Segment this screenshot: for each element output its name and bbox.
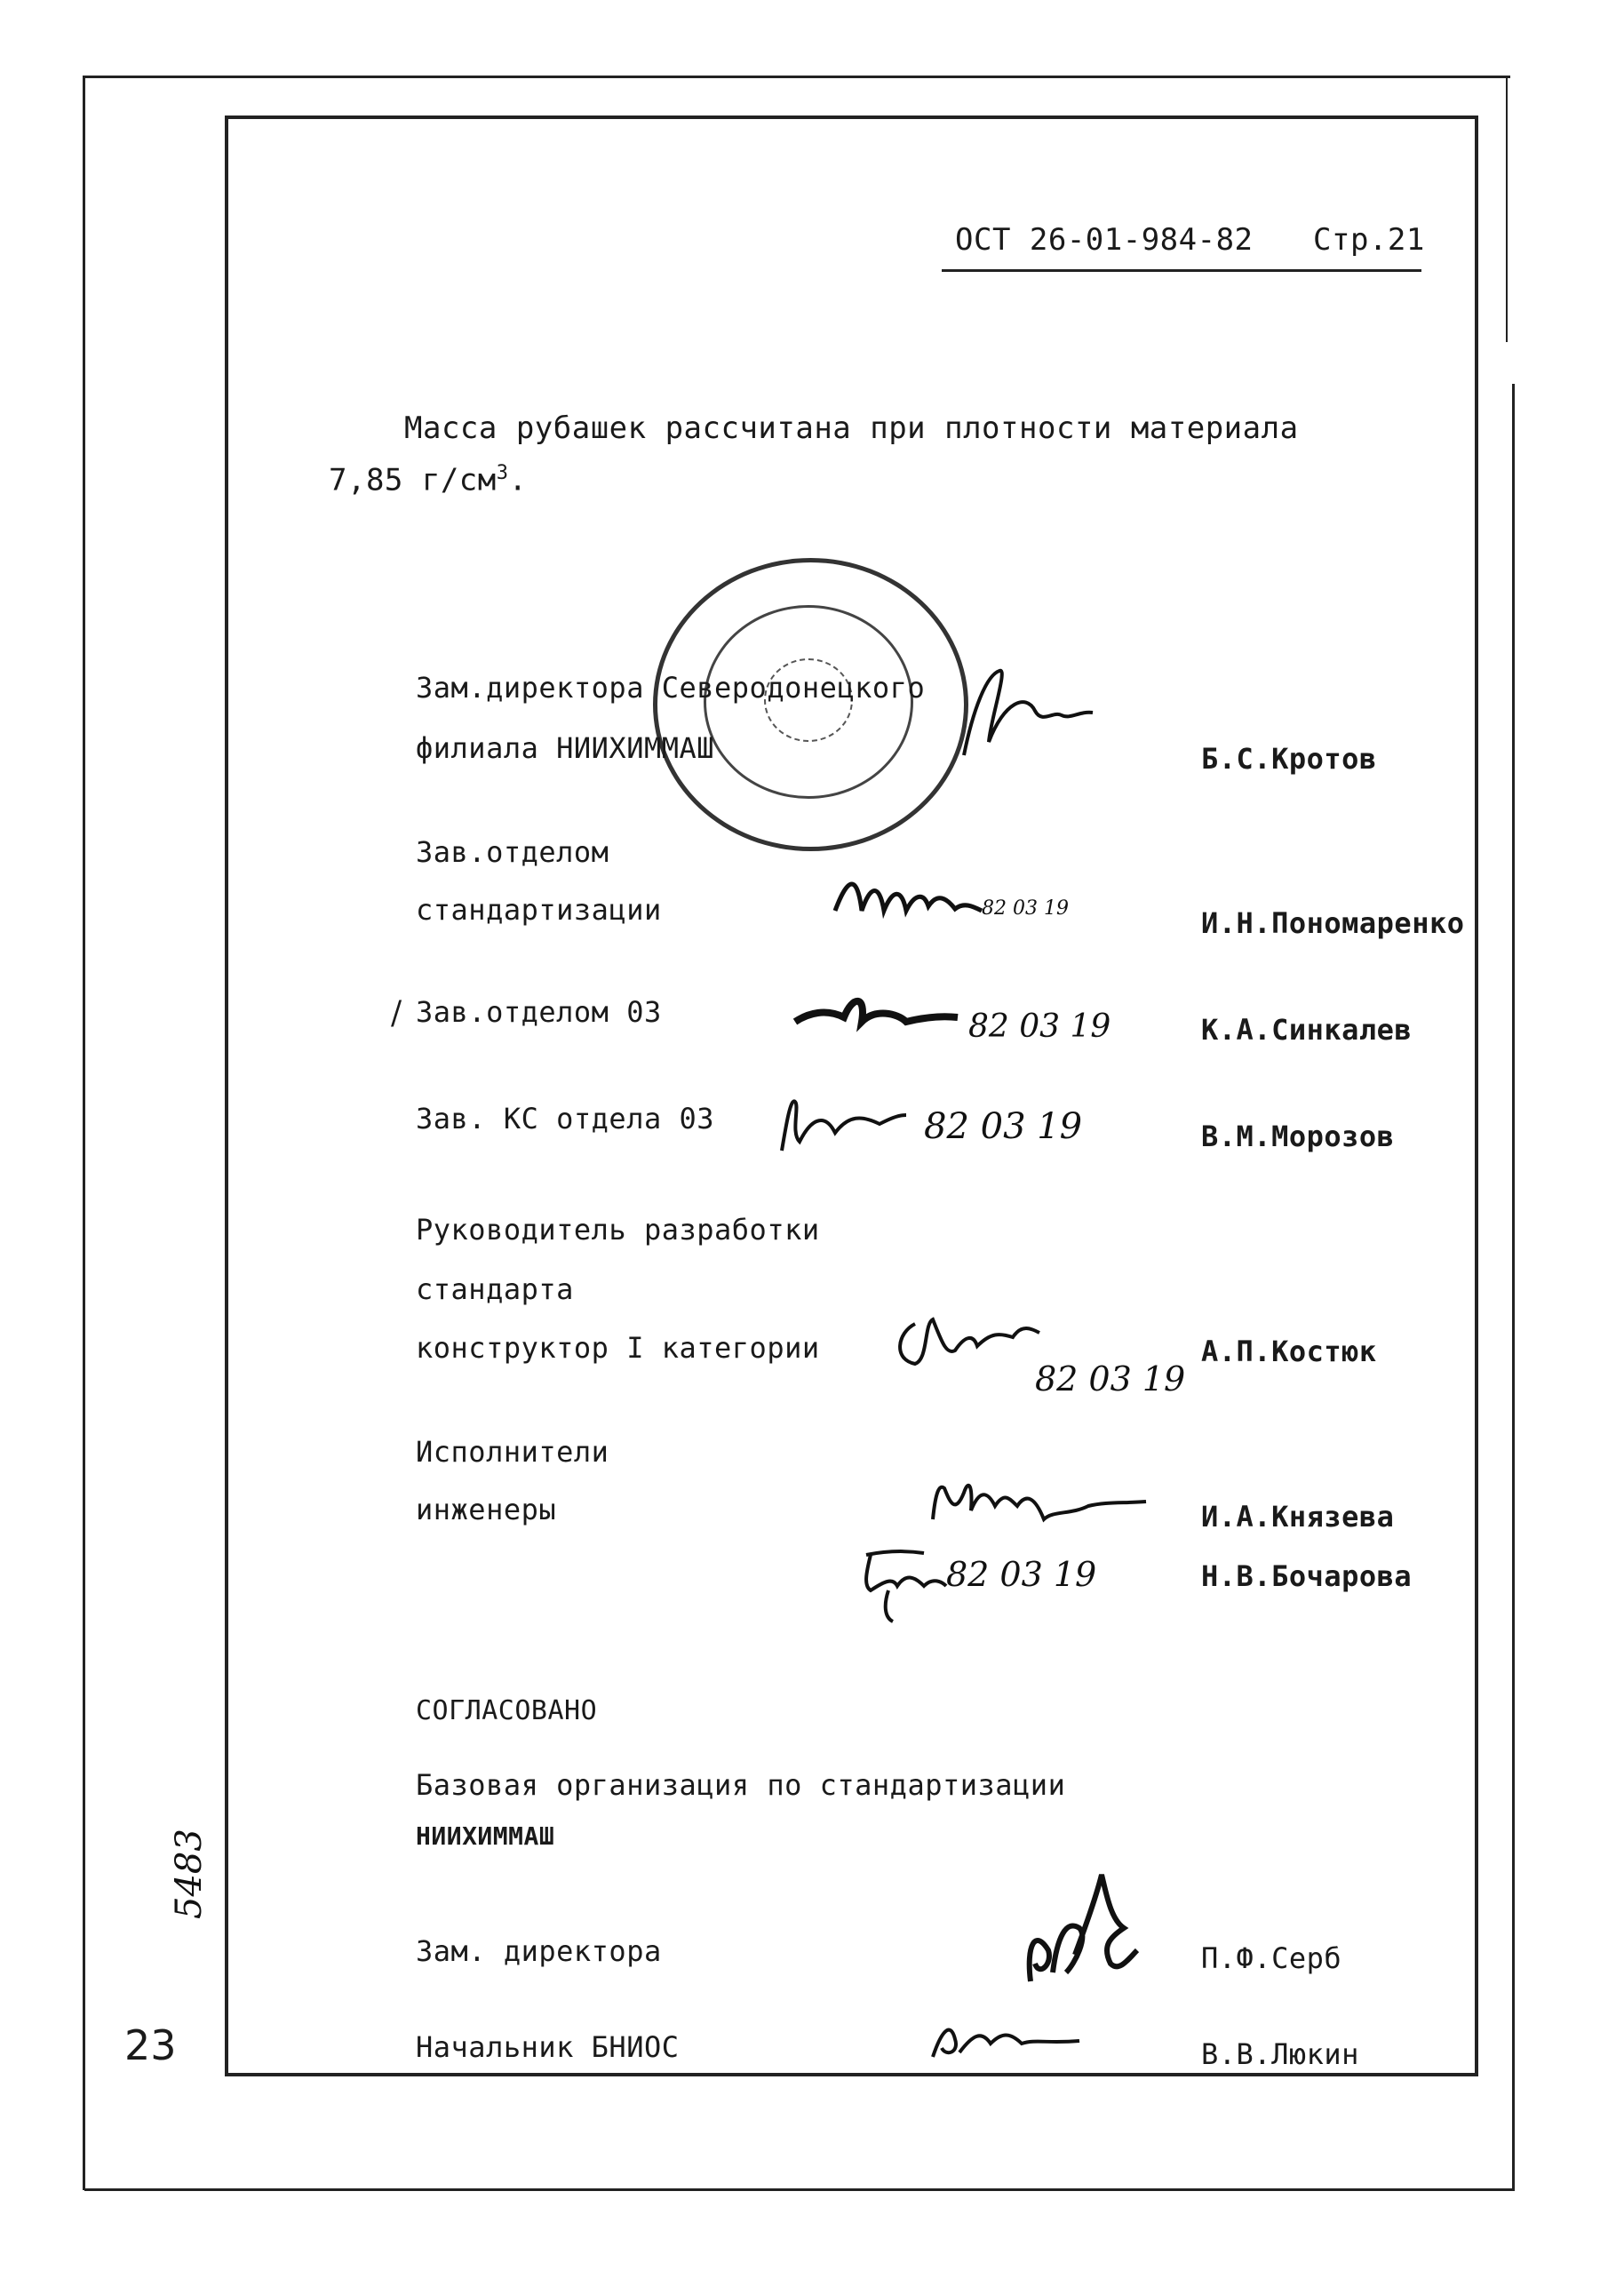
sig-6-role-line-2: инженеры — [416, 1493, 557, 1526]
approval-role-1: Зам. директора — [416, 1934, 662, 1968]
inner-frame-bottom — [225, 2073, 1478, 2076]
density-value: 7,85 г/см — [329, 462, 497, 498]
sig-6-name-1: И.А.Князева — [1201, 1500, 1395, 1534]
approval-org-line-2: НИИХИММАШ — [416, 1821, 555, 1851]
sig-1-role-line-2: филиала НИИХИММАШ — [416, 731, 715, 765]
sig-4-date: 82 03 19 — [924, 1106, 1083, 1147]
sig-1-role-line-1: Зам.директора Северодонецкого — [416, 671, 926, 705]
sig-2-name: И.Н.Пономаренко — [1201, 906, 1465, 940]
sig-5-name: А.П.Костюк — [1201, 1335, 1377, 1368]
round-seal — [653, 558, 968, 851]
sig-2-role-line-1: Зав.отделом — [416, 835, 609, 869]
signature-ponomarenko — [831, 866, 986, 928]
outer-frame-bottom — [84, 2188, 1515, 2191]
sig-4-role-line-1: Зав. КС отдела 03 — [416, 1102, 715, 1136]
outer-frame-right-upper — [1506, 76, 1508, 342]
signature-morozov — [773, 1088, 915, 1159]
approval-org-line-1: Базовая организация по стандартизации — [416, 1768, 1066, 1802]
sig-6-name-2: Н.В.Бочарова — [1201, 1559, 1413, 1593]
signature-kostyuk — [888, 1306, 1048, 1377]
inner-frame-left — [225, 116, 228, 2075]
signature-krotov — [937, 657, 1097, 782]
inner-frame-top — [225, 116, 1477, 119]
page-label: Стр.21 — [1313, 222, 1425, 258]
sig-5-date: 82 03 19 — [1035, 1359, 1186, 1399]
outer-frame-top — [84, 76, 1510, 78]
sig-2-role-line-2: стандартизации — [416, 893, 662, 927]
density-end: . — [508, 462, 528, 498]
sig-3-slash: / — [391, 995, 402, 1032]
header-underline — [942, 269, 1421, 272]
signature-knyazeva — [919, 1466, 1150, 1537]
sig-2-date: 82 03 19 — [982, 897, 1069, 920]
signature-lyukin — [924, 2004, 1084, 2075]
outer-frame-right — [1512, 384, 1515, 2191]
sig-5-role-line-1: Руководитель разработки — [416, 1213, 820, 1247]
vertical-inventory-number: 5483 — [169, 1829, 210, 1919]
sig-3-name: К.А.Синкалев — [1201, 1013, 1413, 1047]
approval-name-1: П.Ф.Серб — [1201, 1941, 1342, 1975]
sig-1-name: Б.С.Кротов — [1201, 742, 1377, 776]
outer-frame-left — [83, 76, 85, 2190]
approval-role-2: Начальник БНИОС — [416, 2030, 680, 2064]
page-number: 23 — [124, 2021, 177, 2069]
sig-6-role-line-1: Исполнители — [416, 1435, 609, 1469]
inner-frame-right — [1475, 116, 1478, 2075]
sig-5-role-line-3: конструктор I категории — [416, 1331, 820, 1365]
sig-4-name: В.М.Морозов — [1201, 1120, 1395, 1153]
body-line-1: Масса рубашек рассчитана при плотности материала — [404, 410, 1299, 446]
signature-sinkalev — [791, 982, 959, 1044]
approval-name-2: В.В.Люкин — [1201, 2037, 1359, 2071]
document-code: ОСТ 26-01-984-82 — [955, 222, 1254, 258]
signature-bocharova — [853, 1537, 951, 1626]
density-exponent: 3 — [496, 462, 509, 484]
sig-3-role-line-1: Зав.отделом 03 — [416, 995, 662, 1029]
sig-6-date: 82 03 19 — [946, 1555, 1097, 1594]
body-line-2 — [329, 462, 527, 498]
sig-5-role-line-2: стандарта — [416, 1272, 574, 1306]
sig-3-date: 82 03 19 — [968, 1008, 1111, 1045]
approval-heading: СОГЛАСОВАНО — [416, 1695, 598, 1726]
signature-serb — [1013, 1866, 1146, 1999]
